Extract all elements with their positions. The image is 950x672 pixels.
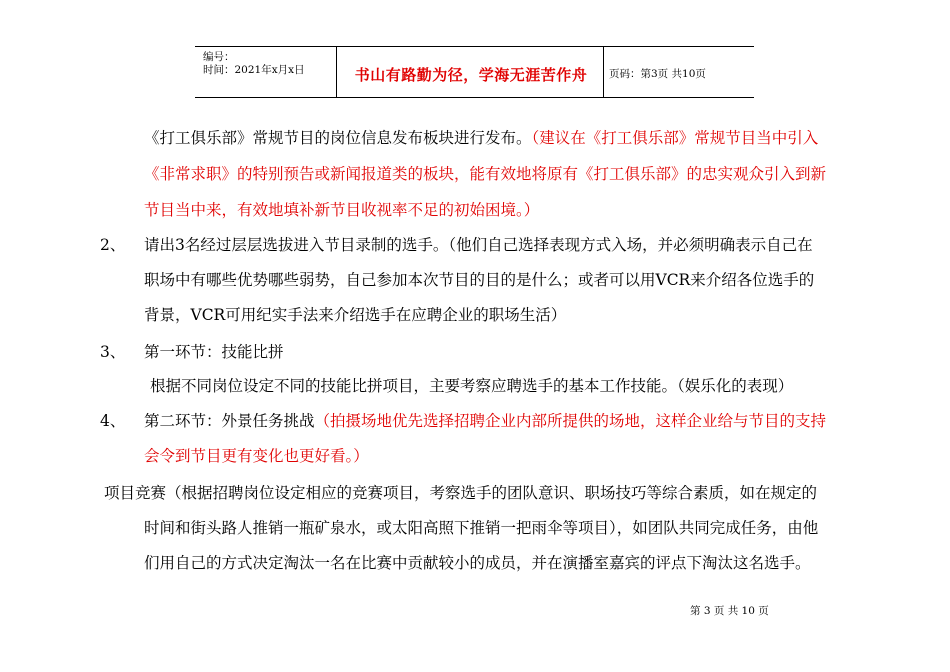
header-meta (203, 51, 305, 77)
doc-time-label: 时间：2021年x月x日 (203, 64, 305, 76)
paragraph-line: 会令到节目更有变化也更好看。） (144, 447, 369, 465)
list-number: 3、 (100, 343, 126, 361)
section-heading: 第二环节：外景任务挑战 (144, 412, 315, 430)
paragraph-line: 时间和街头路人推销一瓶矿泉水，或太阳高照下推销一把雨伞等项目），如团队共同完成任务，由他 (144, 519, 819, 537)
header-divider (603, 47, 604, 97)
paragraph-line (144, 128, 818, 148)
suggestion-text: （拍摄场地优先选择招聘企业内部所提供的场地，这样企业给与节目的支持 (314, 412, 827, 430)
paragraph-line: 请出3名经过层层选拔进入节目录制的选手。（他们自己选择表现方式入场，并必须明确表示自己在 (144, 236, 813, 254)
header-page-info: 页码：第3页 共10页 (609, 68, 706, 80)
paragraph-line (144, 411, 826, 431)
page-header (195, 46, 754, 98)
paragraph-line: 《非常求职》的特别预告或新闻报道类的板块，能有效地将原有《打工俱乐部》的忠实观众引入到新 (144, 165, 827, 183)
paragraph-line: 节目当中来，有效地填补新节目收视率不足的初始困境。） (144, 201, 540, 219)
page-footer: 第 3 页 共 10 页 (690, 605, 769, 617)
body-text: 《打工俱乐部》常规节目的岗位信息发布板块进行发布。 (144, 129, 532, 147)
list-number: 4、 (100, 412, 126, 430)
paragraph-line: 职场中有哪些优势哪些弱势，自己参加本次节目的目的是什么；或者可以用VCR来介绍各位选手的 (144, 271, 815, 289)
list-number: 2、 (100, 236, 126, 254)
header-motto: 书山有路勤为径，学海无涯苦作舟 (354, 66, 588, 84)
section-heading: 第一环节：技能比拼 (144, 343, 284, 361)
paragraph-line: 们用自己的方式决定淘汰一名在比赛中贡献较小的成员，并在演播室嘉宾的评点下淘汰这名选手。 (144, 554, 811, 572)
doc-number-label: 编号： (203, 51, 235, 63)
paragraph-line: 根据不同岗位设定不同的技能比拼项目，主要考察应聘选手的基本工作技能。（娱乐化的表现） (150, 377, 794, 395)
paragraph-line: 背景，VCR可用纪实手法来介绍选手在应聘企业的职场生活） (144, 306, 567, 324)
header-divider (336, 47, 337, 97)
paragraph-line: 项目竞赛（根据招聘岗位设定相应的竞赛项目，考察选手的团队意识、职场技巧等综合素质，如在规定的 (104, 484, 818, 502)
suggestion-text: （建议在《打工俱乐部》常规节目当中引入 (531, 129, 819, 147)
